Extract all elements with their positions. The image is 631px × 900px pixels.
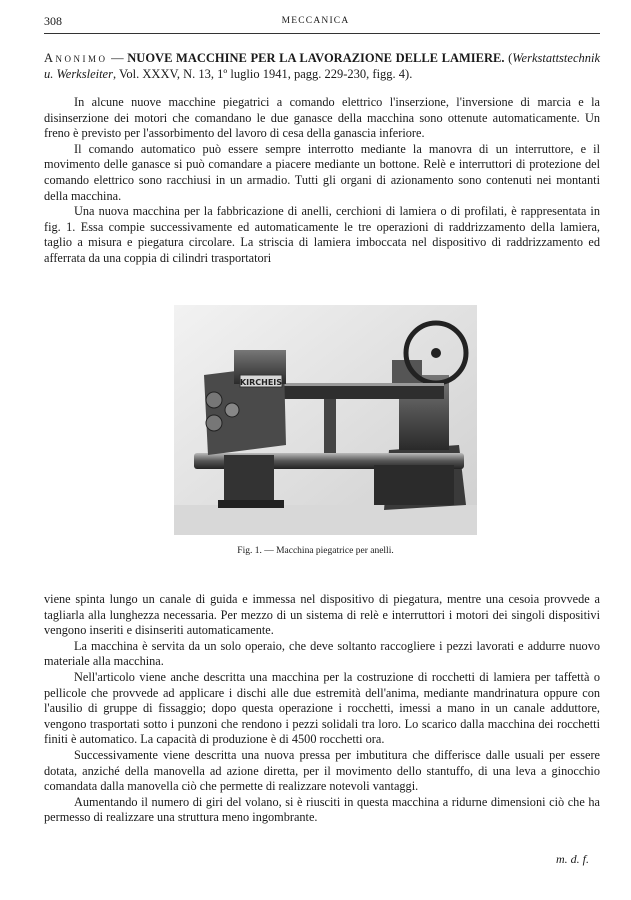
source-details: , Vol. XXXV, N. 13, 1º luglio 1941, pagg. 229-230, figg. 4). [112,67,413,81]
source-open: ( [504,51,513,65]
paragraph: Successivamente viene descritta una nuova pressa per imbutitura che differisce dalle usuali per essere dotata, anziché della manovella ad azione diretta, per il movimento dello stantuffo, di una leva a ginocchio comandata dalla manovella ciò che permette di realizzare notevoli vantaggi. [44,747,600,794]
heading-dash: — [107,51,128,65]
body-text-bottom [44,592,600,826]
article-title: NUOVE MACCHINE PER LA LAVORAZIONE DELLE LAMIERE. [127,51,505,65]
paragraph: Nell'articolo viene anche descritta una macchina per la costruzione di rocchetti di lamiera per taffettà o pellicole che provvede ad applicare i dischi alle due estremità dell'anima, mediante mandrinatura oppure con l'ausilio di gruppe di fissaggio; dopo questa operazione i rocchetti, imessi a mano in un canale adduttore, vengono trasportati sotto i punzoni che rendono i pezzi solidali tra loro. Lo scarico dalla macchina dei rocchetti finiti è automatico. La capacità di produzione è di 4500 rocchetti ora. [44,669,600,747]
paragraph: In alcune nuove macchine piegatrici a comando elettrico l'inserzione, l'inversione di marcia e la disinserzione dei motori che comandano le due ganasce della macchina sono ottenute automaticamente. Un freno è previsto per l'assorbimento del lavoro di cesa della ganascia inferiore. [44,95,600,141]
author-signature: m. d. f. [556,852,589,866]
machine-label: KIRCHEIS [239,378,283,387]
paragraph: viene spinta lungo un canale di guida e immessa nel dispositivo di piegatura, mentre una cesoia provvede a tagliarla alla lunghezza necessaria. Per mezzo di un sistema di relè e interruttori i motori dei singoli dispositivi vengono inseriti e disinseriti automaticamente. [44,592,600,638]
article-author: Anonimo [44,51,108,65]
page-number: 308 [44,14,62,28]
paragraph: Il comando automatico può essere sempre interrotto mediante la manovra di un interruttore, e il movimento delle ganasce si può comandare a piacere mediante un bottone. Relè e interruttori di protezione del comando elettrico sono racchiusi in un armadio. Tutti gli organi di azionamento sono contenuti nei montanti della macchina. [44,141,600,203]
paragraph: Una nuova macchina per la fabbricazione di anelli, cerchioni di lamiera o di profilati, è rappresentata in fig. 1. Essa compie successivamente ed automaticamente le tre operazioni di raddrizzamento della lamiera, taglio a misura e piegatura circolare. La striscia di lamiera imboccata nel dispositivo di raddrizzamento ed afferrata da una coppia di cilindri trasportatori [44,204,600,265]
article-heading [44,50,600,82]
paragraph: Aumentando il numero di giri del volano, si è riusciti in questa macchina a ridurne dimensioni ciò che ha permesso di realizzare una struttura meno ingombrante. [44,794,600,825]
source-journal: Werkstattstechnik u. Werksleiter [44,51,601,81]
paragraph: La macchina è servita da un solo operaio, che deve soltanto raccogliere i pezzi lavorati e addurre nuovo materiale alla macchina. [44,638,600,669]
figure-photo [174,305,477,535]
running-header: MECCANICA [281,16,350,26]
ring-bending-machine-illustration [174,305,477,535]
body-text-top [44,95,600,267]
figure-caption: Fig. 1. — Macchina piegatrice per anelli. [237,546,394,556]
header-rule [44,33,600,34]
